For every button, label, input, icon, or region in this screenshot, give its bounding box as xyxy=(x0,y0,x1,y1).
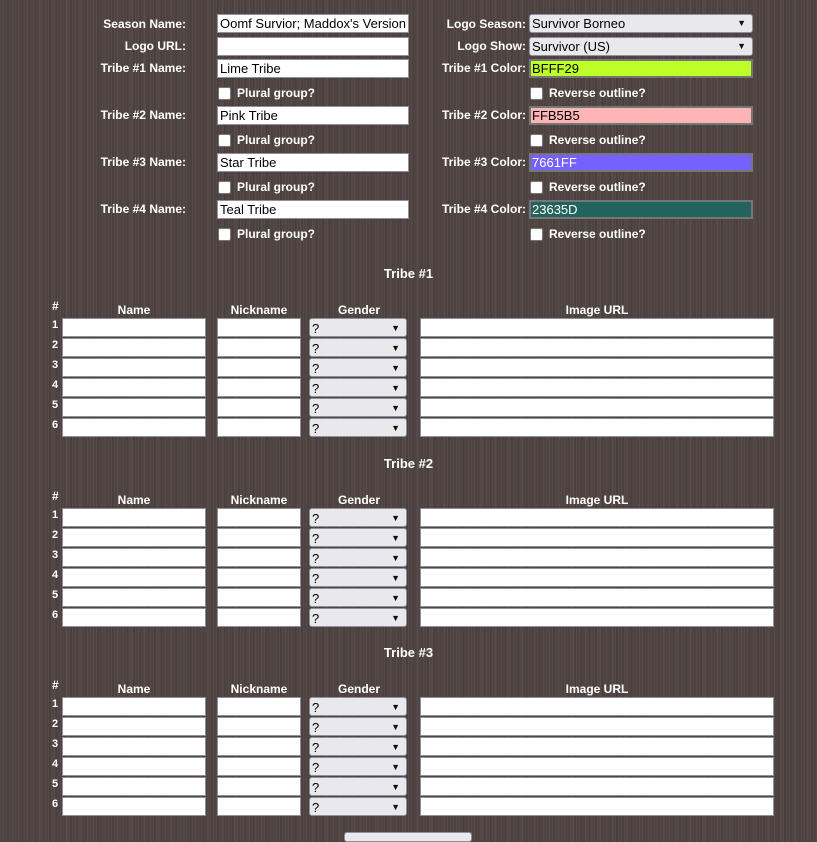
row-number: 3 xyxy=(52,549,59,561)
player-nickname-input[interactable] xyxy=(217,548,301,567)
player-image-url-input[interactable] xyxy=(420,568,774,587)
player-gender-select[interactable] xyxy=(309,777,407,796)
player-nickname-input[interactable] xyxy=(217,378,301,397)
logo-season-select[interactable] xyxy=(529,14,753,33)
column-header-gender: Gender xyxy=(337,493,380,507)
player-name-input[interactable] xyxy=(62,528,206,547)
player-image-url-input[interactable] xyxy=(420,697,774,716)
logo-url-input[interactable] xyxy=(217,37,409,56)
column-header-gender: Gender xyxy=(337,303,380,317)
tribe-2-reverse-label: Reverse outline? xyxy=(549,133,646,147)
row-number: 3 xyxy=(52,359,59,371)
player-gender-select[interactable] xyxy=(309,528,407,547)
checkbox-icon[interactable] xyxy=(530,228,543,241)
player-nickname-input[interactable] xyxy=(217,338,301,357)
player-name-input[interactable] xyxy=(62,318,206,337)
player-gender-select[interactable] xyxy=(309,757,407,776)
tribe-4-color-label: Tribe #4 Color: xyxy=(441,202,526,216)
gender-value: ? xyxy=(312,800,320,815)
player-nickname-input[interactable] xyxy=(217,418,301,437)
chevron-down-icon: ▼ xyxy=(391,403,400,413)
column-header-image-url: Image URL xyxy=(565,493,629,507)
row-number: 5 xyxy=(52,778,59,790)
chevron-down-icon: ▼ xyxy=(391,533,400,543)
player-image-url-input[interactable] xyxy=(420,757,774,776)
row-number: 6 xyxy=(52,798,59,810)
chevron-down-icon: ▼ xyxy=(391,553,400,563)
tribe-1-section-title: Tribe #1 xyxy=(383,266,434,281)
row-number: 1 xyxy=(52,698,59,710)
player-name-input[interactable] xyxy=(62,777,206,796)
chevron-down-icon: ▼ xyxy=(391,802,400,812)
column-header-nickname: Nickname xyxy=(230,303,288,317)
tribe-1-plural-label: Plural group? xyxy=(237,86,315,100)
player-name-input[interactable] xyxy=(62,378,206,397)
logo-show-select[interactable] xyxy=(529,37,753,56)
checkbox-icon[interactable] xyxy=(530,181,543,194)
player-gender-select[interactable] xyxy=(309,737,407,756)
gender-value: ? xyxy=(312,341,320,356)
gender-value: ? xyxy=(312,760,320,775)
season-name-label: Season Name: xyxy=(103,17,186,31)
tribe-3-name-label: Tribe #3 Name: xyxy=(100,155,186,169)
checkbox-icon[interactable] xyxy=(530,87,543,100)
player-nickname-input[interactable] xyxy=(217,757,301,776)
row-number: 2 xyxy=(52,718,59,730)
gender-value: ? xyxy=(312,421,320,436)
column-header-image-url: Image URL xyxy=(565,682,629,696)
player-image-url-input[interactable] xyxy=(420,358,774,377)
tribe-2-name-input[interactable] xyxy=(217,106,409,125)
tribe-4-name-label: Tribe #4 Name: xyxy=(100,202,186,216)
column-header-nickname: Nickname xyxy=(230,682,288,696)
gender-value: ? xyxy=(312,611,320,626)
logo-show-value: Survivor (US) xyxy=(532,39,611,54)
row-number: 4 xyxy=(52,379,59,391)
player-name-input[interactable] xyxy=(62,588,206,607)
checkbox-icon[interactable] xyxy=(218,134,231,147)
checkbox-icon[interactable] xyxy=(218,228,231,241)
chevron-down-icon: ▼ xyxy=(391,363,400,373)
player-gender-select[interactable] xyxy=(309,418,407,437)
player-image-url-input[interactable] xyxy=(420,508,774,527)
player-gender-select[interactable] xyxy=(309,548,407,567)
gender-value: ? xyxy=(312,780,320,795)
column-header-gender: Gender xyxy=(337,682,380,696)
player-image-url-input[interactable] xyxy=(420,797,774,816)
player-image-url-input[interactable] xyxy=(420,588,774,607)
logo-season-label: Logo Season: xyxy=(446,17,526,31)
player-name-input[interactable] xyxy=(62,398,206,417)
chevron-down-icon: ▼ xyxy=(391,513,400,523)
tribe-2-color-input[interactable]: FFB5B5 xyxy=(529,106,753,125)
checkbox-icon[interactable] xyxy=(218,87,231,100)
player-gender-select[interactable] xyxy=(309,508,407,527)
gender-value: ? xyxy=(312,381,320,396)
column-header-name: Name xyxy=(117,303,151,317)
column-header-name: Name xyxy=(117,682,151,696)
player-name-input[interactable] xyxy=(62,548,206,567)
player-gender-select[interactable] xyxy=(309,697,407,716)
tribe-4-plural-label: Plural group? xyxy=(237,227,315,241)
row-number: 6 xyxy=(52,609,59,621)
row-number: 2 xyxy=(52,339,59,351)
tribe-1-reverse-label: Reverse outline? xyxy=(549,86,646,100)
player-name-input[interactable] xyxy=(62,797,206,816)
player-nickname-input[interactable] xyxy=(217,697,301,716)
chevron-down-icon: ▼ xyxy=(391,742,400,752)
checkbox-icon[interactable] xyxy=(530,134,543,147)
player-nickname-input[interactable] xyxy=(217,717,301,736)
player-nickname-input[interactable] xyxy=(217,358,301,377)
player-name-input[interactable] xyxy=(62,418,206,437)
tribe-4-color-input[interactable]: 23635D xyxy=(529,200,753,219)
column-header-number: # xyxy=(52,489,59,503)
player-nickname-input[interactable] xyxy=(217,737,301,756)
player-image-url-input[interactable] xyxy=(420,338,774,357)
player-image-url-input[interactable] xyxy=(420,418,774,437)
column-header-number: # xyxy=(52,299,59,313)
tribe-4-name-input[interactable] xyxy=(217,200,409,219)
tribe-3-plural-label: Plural group? xyxy=(237,180,315,194)
row-number: 5 xyxy=(52,399,59,411)
player-image-url-input[interactable] xyxy=(420,608,774,627)
tribe-1-color-label: Tribe #1 Color: xyxy=(441,61,526,75)
gender-value: ? xyxy=(312,511,320,526)
player-gender-select[interactable] xyxy=(309,398,407,417)
column-header-name: Name xyxy=(117,493,151,507)
tribe-3-section-title: Tribe #3 xyxy=(383,645,434,660)
column-header-image-url: Image URL xyxy=(565,303,629,317)
tribe-3-color-label: Tribe #3 Color: xyxy=(441,155,526,169)
player-image-url-input[interactable] xyxy=(420,777,774,796)
row-number: 4 xyxy=(52,569,59,581)
row-number: 4 xyxy=(52,758,59,770)
player-image-url-input[interactable] xyxy=(420,737,774,756)
player-image-url-input[interactable] xyxy=(420,717,774,736)
player-nickname-input[interactable] xyxy=(217,588,301,607)
chevron-down-icon: ▼ xyxy=(391,383,400,393)
player-name-input[interactable] xyxy=(62,697,206,716)
gender-value: ? xyxy=(312,321,320,336)
chevron-down-icon: ▼ xyxy=(391,702,400,712)
player-image-url-input[interactable] xyxy=(420,318,774,337)
tribe-3-color-input[interactable]: 7661FF xyxy=(529,153,753,172)
gender-value: ? xyxy=(312,551,320,566)
player-name-input[interactable] xyxy=(62,508,206,527)
player-image-url-input[interactable] xyxy=(420,528,774,547)
player-gender-select[interactable] xyxy=(309,358,407,377)
column-header-nickname: Nickname xyxy=(230,493,288,507)
player-gender-select[interactable] xyxy=(309,717,407,736)
player-nickname-input[interactable] xyxy=(217,777,301,796)
player-nickname-input[interactable] xyxy=(217,508,301,527)
chevron-down-icon: ▼ xyxy=(391,593,400,603)
player-gender-select[interactable] xyxy=(309,378,407,397)
row-number: 6 xyxy=(52,419,59,431)
tribe-4-reverse-label: Reverse outline? xyxy=(549,227,646,241)
logo-season-value: Survivor Borneo xyxy=(532,16,626,31)
logo-url-label: Logo URL: xyxy=(124,39,186,53)
logo-show-label: Logo Show: xyxy=(457,39,526,53)
player-image-url-input[interactable] xyxy=(420,378,774,397)
player-gender-select[interactable] xyxy=(309,608,407,627)
season-name-input[interactable] xyxy=(217,14,409,33)
player-image-url-input[interactable] xyxy=(420,548,774,567)
player-name-input[interactable] xyxy=(62,338,206,357)
tribe-2-section-title: Tribe #2 xyxy=(383,456,434,471)
chevron-down-icon: ▼ xyxy=(391,423,400,433)
player-name-input[interactable] xyxy=(62,737,206,756)
row-number: 5 xyxy=(52,589,59,601)
gender-value: ? xyxy=(312,740,320,755)
player-gender-select[interactable] xyxy=(309,568,407,587)
player-image-url-input[interactable] xyxy=(420,398,774,417)
player-gender-select[interactable] xyxy=(309,338,407,357)
player-name-input[interactable] xyxy=(62,757,206,776)
row-number: 3 xyxy=(52,738,59,750)
player-name-input[interactable] xyxy=(62,608,206,627)
player-nickname-input[interactable] xyxy=(217,528,301,547)
tribe-3-reverse-label: Reverse outline? xyxy=(549,180,646,194)
player-name-input[interactable] xyxy=(62,358,206,377)
chevron-down-icon: ▼ xyxy=(391,573,400,583)
chevron-down-icon: ▼ xyxy=(391,722,400,732)
player-gender-select[interactable] xyxy=(309,588,407,607)
gender-value: ? xyxy=(312,720,320,735)
chevron-down-icon: ▼ xyxy=(391,613,400,623)
tribe-1-name-label: Tribe #1 Name: xyxy=(100,61,186,75)
tribe-2-plural-label: Plural group? xyxy=(237,133,315,147)
chevron-down-icon: ▼ xyxy=(391,323,400,333)
gender-value: ? xyxy=(312,531,320,546)
player-nickname-input[interactable] xyxy=(217,608,301,627)
tribe-2-name-label: Tribe #2 Name: xyxy=(100,108,186,122)
tribe-1-name-input[interactable] xyxy=(217,59,409,78)
player-gender-select[interactable] xyxy=(309,318,407,337)
gender-value: ? xyxy=(312,591,320,606)
row-number: 1 xyxy=(52,509,59,521)
row-number: 1 xyxy=(52,319,59,331)
chevron-down-icon: ▼ xyxy=(391,762,400,772)
chevron-down-icon: ▼ xyxy=(391,782,400,792)
gender-value: ? xyxy=(312,571,320,586)
player-nickname-input[interactable] xyxy=(217,318,301,337)
player-nickname-input[interactable] xyxy=(217,797,301,816)
chevron-down-icon: ▼ xyxy=(737,41,746,51)
gender-value: ? xyxy=(312,401,320,416)
chevron-down-icon: ▼ xyxy=(737,18,746,28)
player-nickname-input[interactable] xyxy=(217,398,301,417)
checkbox-icon[interactable] xyxy=(218,181,231,194)
player-gender-select[interactable] xyxy=(309,797,407,816)
tribe-1-color-input[interactable]: BFFF29 xyxy=(529,59,753,78)
gender-value: ? xyxy=(312,361,320,376)
player-name-input[interactable] xyxy=(62,717,206,736)
gender-value: ? xyxy=(312,700,320,715)
player-nickname-input[interactable] xyxy=(217,568,301,587)
column-header-number: # xyxy=(52,678,59,692)
tribe-3-name-input[interactable] xyxy=(217,153,409,172)
row-number: 2 xyxy=(52,529,59,541)
tribe-2-color-label: Tribe #2 Color: xyxy=(441,108,526,122)
player-name-input[interactable] xyxy=(62,568,206,587)
submit-button[interactable] xyxy=(344,832,472,842)
chevron-down-icon: ▼ xyxy=(391,343,400,353)
